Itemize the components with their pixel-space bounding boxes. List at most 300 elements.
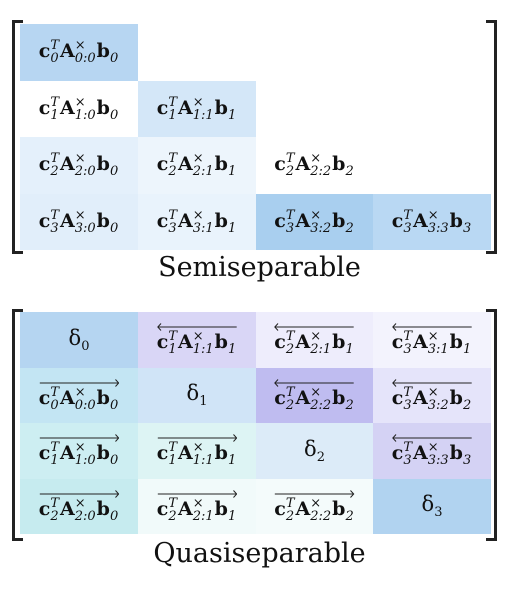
c-index: 3 [403, 220, 412, 236]
a-range: 2:2 [310, 397, 332, 413]
b-index: 0 [109, 220, 119, 236]
arrowed-expression [157, 323, 238, 356]
matrix-cell [138, 137, 256, 194]
a-scripts [75, 152, 96, 178]
b-index: 1 [227, 164, 237, 180]
a-scripts [310, 497, 331, 523]
c-index: 3 [403, 342, 412, 358]
c-index: 2 [50, 164, 59, 180]
semiseparable-caption: Semiseparable [158, 252, 361, 283]
c-index: 2 [285, 397, 295, 413]
c-index: 2 [285, 342, 295, 358]
transpose-mark: T [403, 384, 412, 400]
right-arrow-icon [39, 490, 120, 498]
a-matrix: A [295, 209, 311, 232]
right-arrow-icon [39, 379, 120, 387]
a-range: 1:0 [74, 453, 96, 469]
a-matrix: A [295, 153, 311, 176]
c-index: 1 [50, 107, 59, 123]
semiseparable-matrix [20, 24, 491, 250]
empty-cell [373, 81, 491, 138]
matrix-cell [256, 312, 373, 368]
a-range: 2:0 [74, 164, 96, 180]
c-index: 1 [50, 453, 59, 469]
matrix-expression [274, 495, 355, 524]
c-vector: c [274, 497, 286, 520]
b-vector: b [214, 153, 228, 176]
c-vector: c [274, 331, 286, 354]
delta-index: 1 [199, 394, 208, 410]
c-scripts [286, 386, 295, 412]
cross-mark: × [310, 207, 322, 223]
c-vector: c [274, 209, 286, 232]
a-matrix: A [413, 209, 428, 232]
c-index: 2 [168, 508, 177, 524]
arrowed-expression [39, 490, 120, 523]
c-index: 2 [285, 164, 295, 180]
a-range: 3:3 [427, 220, 449, 236]
a-matrix: A [295, 497, 311, 520]
delta-symbol: $\delta_2$ [304, 436, 325, 465]
c-index: 2 [285, 508, 295, 524]
a-scripts [193, 152, 214, 178]
c-scripts [168, 441, 177, 467]
a-range: 1:1 [192, 107, 214, 123]
matrix-expression [274, 384, 355, 413]
delta-cell [256, 423, 373, 479]
b-vector: b [96, 386, 110, 409]
transpose-mark: T [50, 495, 59, 511]
c-scripts [286, 209, 295, 235]
cross-mark: × [74, 94, 86, 110]
matrix-expression [157, 209, 238, 235]
matrix-cell [373, 423, 491, 479]
transpose-mark: T [285, 207, 295, 223]
empty-cell [373, 24, 491, 81]
right-arrow-icon [157, 490, 238, 498]
empty-cell [256, 24, 373, 81]
a-range: 0:0 [74, 397, 96, 413]
arrowed-expression [274, 323, 355, 356]
b-scripts [345, 386, 353, 412]
c-vector: c [391, 209, 404, 232]
transpose-mark: T [403, 207, 412, 223]
b-scripts [110, 386, 118, 412]
arrowed-expression [157, 490, 238, 523]
matrix-cell [256, 194, 373, 251]
a-scripts [75, 96, 96, 122]
matrix-cell [256, 479, 373, 535]
empty-cell [138, 24, 256, 81]
a-scripts [193, 330, 214, 356]
matrix-cell [20, 194, 138, 251]
matrix-expression [392, 209, 473, 235]
matrix-expression [157, 152, 238, 178]
c-scripts [168, 497, 177, 523]
c-scripts [50, 386, 59, 412]
a-matrix: A [60, 442, 75, 465]
cross-mark: × [427, 440, 439, 456]
c-index: 1 [168, 342, 177, 358]
quasiseparable-caption: Quasiseparable [153, 538, 366, 569]
cross-mark: × [192, 94, 204, 110]
empty-cell [373, 137, 491, 194]
c-vector: c [274, 153, 286, 176]
b-scripts [228, 209, 236, 235]
a-range: 3:1 [427, 342, 449, 358]
cross-mark: × [74, 384, 86, 400]
a-scripts [310, 386, 331, 412]
a-scripts [428, 386, 449, 412]
c-vector: c [156, 497, 169, 520]
c-vector: c [391, 442, 404, 465]
a-range: 3:1 [192, 220, 214, 236]
cross-mark: × [310, 329, 322, 345]
cross-mark: × [74, 440, 86, 456]
b-index: 3 [462, 220, 472, 236]
c-index: 2 [168, 164, 177, 180]
matrix-expression [274, 152, 355, 178]
delta-index: 0 [81, 338, 90, 354]
transpose-mark: T [50, 384, 59, 400]
a-range: 2:1 [192, 508, 214, 524]
b-vector: b [332, 331, 346, 354]
b-index: 1 [462, 342, 472, 358]
matrix-expression [391, 440, 473, 469]
delta-index: 2 [316, 449, 325, 465]
transpose-mark: T [168, 495, 177, 511]
c-vector: c [156, 209, 169, 232]
a-range: 3:2 [310, 220, 332, 236]
b-scripts [228, 330, 236, 356]
delta-cell [20, 312, 138, 368]
arrowed-expression [39, 434, 120, 467]
delta-symbol: $\delta_3$ [421, 492, 443, 521]
b-index: 1 [227, 342, 237, 358]
matrix-expression [156, 495, 238, 524]
matrix-expression [391, 329, 473, 358]
c-vector: c [38, 40, 51, 63]
a-scripts [75, 386, 96, 412]
c-vector: c [38, 153, 51, 176]
b-index: 3 [462, 453, 472, 469]
matrix-cell [138, 479, 256, 535]
transpose-mark: T [50, 151, 59, 167]
matrix-expression [39, 39, 120, 65]
c-vector: c [38, 96, 51, 119]
a-scripts [310, 152, 331, 178]
a-range: 0:0 [74, 51, 96, 67]
b-index: 1 [227, 220, 237, 236]
a-matrix: A [60, 96, 75, 119]
b-vector: b [214, 497, 228, 520]
cross-mark: × [74, 207, 86, 223]
left-arrow-icon [392, 434, 473, 442]
c-scripts [403, 386, 412, 412]
b-index: 0 [109, 508, 119, 524]
cross-mark: × [192, 495, 204, 511]
c-index: 1 [168, 453, 177, 469]
quasiseparable-matrix [20, 312, 491, 534]
b-vector: b [96, 40, 110, 63]
left-arrow-icon [392, 379, 473, 387]
cross-mark: × [310, 384, 322, 400]
a-range: 1:1 [192, 453, 214, 469]
b-index: 2 [345, 220, 354, 236]
b-scripts [345, 209, 353, 235]
right-arrow-icon [274, 490, 355, 498]
b-vector: b [96, 442, 110, 465]
matrix-expression [156, 440, 238, 469]
a-matrix: A [178, 497, 193, 520]
arrowed-expression [274, 490, 355, 523]
matrix-expression [274, 329, 355, 358]
a-scripts [428, 441, 449, 467]
c-index: 1 [168, 107, 177, 123]
b-vector: b [449, 386, 463, 409]
c-scripts [168, 330, 177, 356]
b-scripts [228, 96, 236, 122]
c-scripts [50, 39, 59, 65]
b-index: 0 [109, 107, 119, 123]
a-matrix: A [413, 331, 428, 354]
c-vector: c [391, 331, 404, 354]
cross-mark: × [427, 207, 439, 223]
matrix-expression [39, 96, 120, 122]
c-index: 3 [403, 453, 412, 469]
a-matrix: A [60, 40, 75, 63]
b-vector: b [96, 209, 110, 232]
matrix-cell [20, 479, 138, 535]
b-index: 1 [227, 508, 237, 524]
c-scripts [168, 96, 177, 122]
matrix-expression [156, 329, 238, 358]
a-range: 1:1 [192, 342, 214, 358]
arrowed-expression [274, 379, 355, 412]
delta-symbol: $\delta_0$ [68, 325, 90, 354]
right-arrow-icon [39, 434, 120, 442]
cross-mark: × [192, 329, 204, 345]
a-matrix: A [178, 209, 193, 232]
b-vector: b [449, 442, 463, 465]
a-matrix: A [60, 153, 75, 176]
transpose-mark: T [50, 207, 59, 223]
c-vector: c [156, 153, 169, 176]
matrix-cell [20, 24, 138, 81]
a-range: 2:2 [310, 164, 332, 180]
b-vector: b [449, 209, 463, 232]
b-scripts [110, 441, 118, 467]
matrix-cell [20, 368, 138, 424]
c-index: 3 [285, 220, 295, 236]
delta-cell [373, 479, 491, 535]
b-scripts [345, 152, 353, 178]
b-index: 2 [462, 397, 472, 413]
empty-cell [256, 81, 373, 138]
c-vector: c [274, 386, 286, 409]
cross-mark: × [192, 151, 204, 167]
a-scripts [193, 96, 214, 122]
a-scripts [193, 209, 214, 235]
matrix-expression [391, 384, 473, 413]
transpose-mark: T [168, 207, 177, 223]
a-scripts [75, 441, 96, 467]
a-scripts [75, 209, 96, 235]
a-scripts [75, 39, 96, 65]
left-arrow-icon [157, 323, 238, 331]
b-vector: b [214, 331, 228, 354]
matrix-cell [138, 423, 256, 479]
cross-mark: × [192, 207, 204, 223]
matrix-expression [39, 209, 120, 235]
a-matrix: A [178, 96, 193, 119]
arrowed-expression [39, 379, 120, 412]
matrix-cell [20, 81, 138, 138]
matrix-cell [373, 194, 491, 251]
b-vector: b [96, 153, 110, 176]
b-scripts [463, 386, 471, 412]
c-scripts [50, 209, 59, 235]
arrowed-expression [392, 434, 473, 467]
b-vector: b [332, 153, 346, 176]
b-scripts [463, 441, 471, 467]
matrix-expression [39, 152, 120, 178]
right-arrow-icon [157, 434, 238, 442]
b-scripts [110, 96, 118, 122]
transpose-mark: T [168, 440, 177, 456]
b-index: 1 [227, 107, 237, 123]
c-scripts [50, 497, 59, 523]
b-scripts [228, 441, 236, 467]
arrowed-expression [157, 434, 238, 467]
cross-mark: × [74, 151, 86, 167]
a-range: 2:1 [192, 164, 214, 180]
b-index: 2 [345, 508, 354, 524]
delta-symbol: $\delta_1$ [186, 381, 208, 410]
transpose-mark: T [168, 94, 177, 110]
left-arrow-icon [274, 379, 355, 387]
b-vector: b [332, 386, 346, 409]
delta-cell [138, 368, 256, 424]
a-matrix: A [60, 209, 75, 232]
b-scripts [463, 330, 471, 356]
c-scripts [403, 209, 412, 235]
cross-mark: × [74, 495, 86, 511]
transpose-mark: T [168, 329, 177, 345]
a-range: 2:0 [74, 508, 96, 524]
a-matrix: A [60, 386, 75, 409]
transpose-mark: T [285, 329, 295, 345]
transpose-mark: T [50, 94, 59, 110]
a-scripts [310, 330, 331, 356]
b-scripts [463, 209, 471, 235]
a-scripts [428, 209, 449, 235]
b-scripts [110, 497, 118, 523]
transpose-mark: T [403, 440, 412, 456]
matrix-cell [138, 81, 256, 138]
a-range: 3:3 [427, 453, 449, 469]
transpose-mark: T [168, 151, 177, 167]
c-vector: c [38, 497, 51, 520]
c-scripts [286, 330, 295, 356]
left-arrow-icon [392, 323, 473, 331]
c-scripts [403, 441, 412, 467]
transpose-mark: T [285, 151, 295, 167]
a-range: 3:0 [74, 220, 96, 236]
c-index: 3 [50, 220, 59, 236]
b-vector: b [96, 497, 110, 520]
b-vector: b [214, 96, 228, 119]
transpose-mark: T [285, 495, 295, 511]
cross-mark: × [427, 329, 439, 345]
c-vector: c [38, 209, 51, 232]
a-range: 2:1 [310, 342, 332, 358]
a-matrix: A [178, 153, 193, 176]
delta-index: 3 [434, 505, 443, 521]
c-index: 0 [50, 397, 59, 413]
transpose-mark: T [285, 384, 295, 400]
a-range: 1:0 [74, 107, 96, 123]
c-vector: c [38, 442, 51, 465]
b-scripts [228, 152, 236, 178]
arrowed-expression [392, 379, 473, 412]
matrix-cell [373, 368, 491, 424]
matrix-cell [256, 137, 373, 194]
matrix-cell [256, 368, 373, 424]
transpose-mark: T [50, 440, 59, 456]
a-matrix: A [178, 442, 193, 465]
b-index: 1 [345, 342, 354, 358]
b-vector: b [332, 209, 346, 232]
b-scripts [110, 209, 118, 235]
c-scripts [50, 96, 59, 122]
b-vector: b [332, 497, 346, 520]
c-index: 0 [50, 51, 59, 67]
c-vector: c [391, 386, 404, 409]
c-scripts [50, 152, 59, 178]
a-scripts [428, 330, 449, 356]
a-matrix: A [413, 386, 428, 409]
c-scripts [403, 330, 412, 356]
c-scripts [168, 209, 177, 235]
c-vector: c [156, 331, 169, 354]
cross-mark: × [427, 384, 439, 400]
matrix-cell [138, 194, 256, 251]
b-vector: b [214, 442, 228, 465]
c-vector: c [38, 386, 51, 409]
a-range: 2:2 [310, 508, 332, 524]
b-scripts [228, 497, 236, 523]
a-range: 3:2 [427, 397, 449, 413]
b-index: 0 [109, 397, 119, 413]
transpose-mark: T [403, 329, 412, 345]
matrix-expression [38, 440, 120, 469]
c-scripts [286, 152, 295, 178]
b-index: 2 [345, 164, 354, 180]
b-index: 0 [109, 51, 119, 67]
matrix-cell [138, 312, 256, 368]
b-scripts [110, 152, 118, 178]
matrix-expression [38, 384, 120, 413]
b-index: 0 [109, 453, 119, 469]
a-scripts [193, 497, 214, 523]
a-matrix: A [178, 331, 193, 354]
a-matrix: A [295, 331, 311, 354]
a-matrix: A [295, 386, 311, 409]
b-index: 1 [227, 453, 237, 469]
cross-mark: × [310, 495, 322, 511]
cross-mark: × [310, 151, 322, 167]
